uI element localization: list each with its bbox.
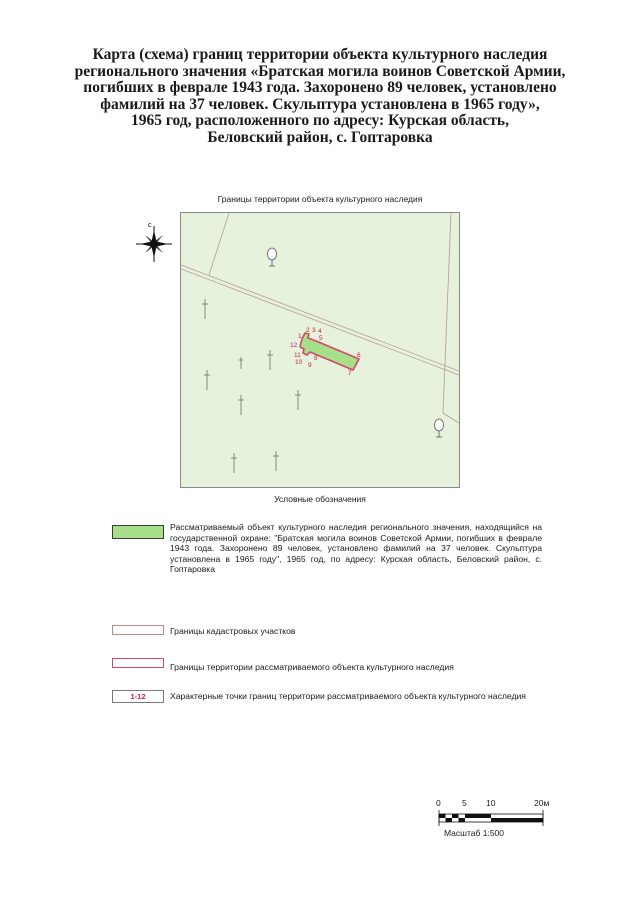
legend-text: Рассматриваемый объект культурного наследия регионального значения, находящийся на государственной охране: "Братская могила воинов Советской Армии, погибших в феврале 1943 года. Захоронено 89 человек, установлено фамилий на 37 человек. Скульптура установлена в 1965 году", 1965 год, по адресу: Курская область, Беловский район, с. Гоптаровка: [170, 522, 542, 575]
point-label: 8: [314, 355, 318, 362]
document-title: [60, 47, 580, 147]
map-caption: Границы территории объекта культурного наследия: [217, 194, 423, 204]
scale-tick-label: 5: [462, 798, 467, 808]
legend-text: Границы кадастровых участков: [170, 626, 296, 636]
title-line: регионального значения «Братская могила воинов Советской Армии,: [74, 62, 566, 80]
title-line: 1965 год, расположенного по адресу: Курская область,: [130, 112, 510, 130]
title-line: Беловский район, с. Гоптаровка: [207, 128, 433, 146]
title-line: погибших в феврале 1943 года. Захоронено 89 человек, установлено: [83, 79, 557, 97]
point-label: 6: [357, 352, 361, 359]
map-frame: [180, 212, 460, 488]
north-label: с: [148, 222, 152, 229]
point-label: 9: [308, 362, 312, 369]
point-label: 12: [290, 342, 298, 349]
legend-heading: Условные обозначения: [274, 494, 366, 504]
point-label: 2: [306, 327, 310, 334]
legend-swatch-points: 1-12: [112, 690, 164, 703]
scale-tick-label: 10: [486, 798, 496, 808]
point-label: 4: [318, 328, 322, 335]
point-label: 5: [319, 335, 323, 342]
point-label: 7: [348, 370, 352, 377]
title-line: Карта (схема) границ территории объекта культурного наследия: [92, 46, 548, 63]
legend-item-territory: [112, 658, 542, 674]
legend-item-cadastral: [112, 625, 542, 641]
legend-item-points: [112, 690, 542, 720]
scale-bar-graphic: [430, 810, 560, 826]
scale-tick-label: 0: [436, 798, 441, 808]
legend-text: Характерные точки границ территории рассматриваемого объекта культурного наследия: [170, 691, 526, 701]
legend-swatch-object: [112, 525, 164, 539]
point-label: 10: [295, 359, 303, 366]
legend-swatch-cadastral: [112, 625, 164, 635]
scale-tick-label: 20м: [534, 798, 550, 808]
legend-swatch-territory: [112, 658, 164, 668]
point-label: 3: [312, 327, 316, 334]
legend-item-heritage-object: [112, 522, 542, 602]
point-label: 11: [294, 352, 301, 359]
title-line: фамилий на 37 человек. Скульптура установлена в 1965 году»,: [100, 95, 540, 113]
legend-text: Границы территории рассматриваемого объекта культурного наследия: [170, 662, 454, 672]
scale-caption: Масштаб 1:500: [444, 828, 504, 838]
scale-bar: [430, 798, 560, 848]
north-arrow-icon: [134, 220, 174, 266]
map-canvas: [181, 213, 459, 487]
point-label: 1: [298, 333, 302, 340]
